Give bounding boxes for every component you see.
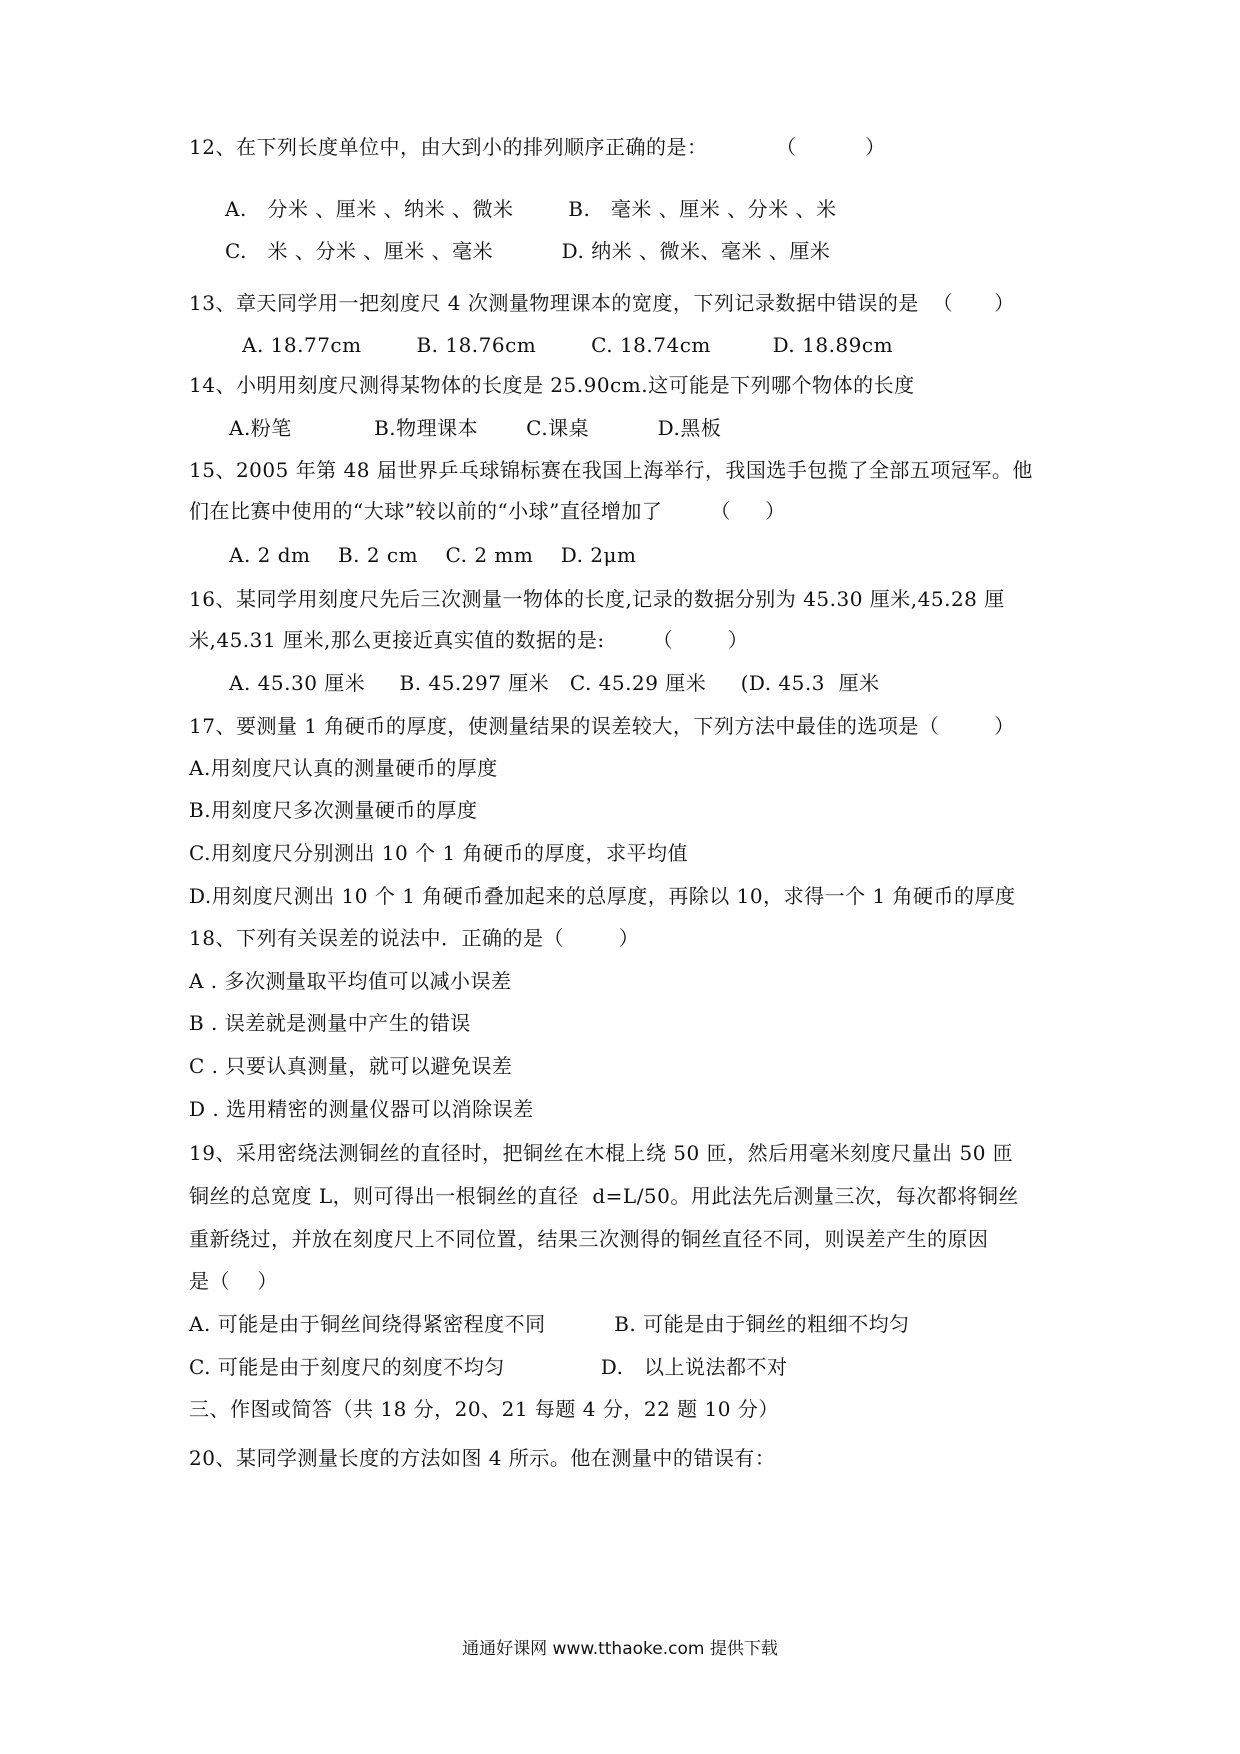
question-13-options: A. 18.77cm B. 18.76cm C. 18.74cm D. 18.89cm xyxy=(242,333,894,357)
question-18-stem: 18、下列有关误差的说法中．正确的是（ ） xyxy=(189,926,640,950)
question-17-option-c: C.用刻度尺分别测出 10 个 1 角硬币的厚度，求平均值 xyxy=(189,841,689,865)
question-15-options: A. 2 dm B. 2 cm C. 2 mm D. 2μm xyxy=(229,543,637,567)
page-footer: 通通好课网 www.tthaoke.com 提供下载 xyxy=(462,1639,778,1659)
question-15-stem-line-1: 15、2005 年第 48 届世界乒乓球锦标赛在我国上海举行，我国选手包揽了全部五项冠军。他 xyxy=(189,458,1033,482)
question-20-stem: 20、某同学测量长度的方法如图 4 所示。他在测量中的错误有： xyxy=(189,1446,776,1470)
question-18-option-d: D . 选用精密的测量仪器可以消除误差 xyxy=(189,1097,534,1121)
question-17-option-d: D.用刻度尺测出 10 个 1 角硬币叠加起来的总厚度，再除以 10，求得一个 1 角硬币的厚度 xyxy=(189,884,1016,908)
question-12-options-row-1: A. 分米 、厘米 、纳米 、微米 B. 毫米 、厘米 、分米 、米 xyxy=(225,197,837,221)
question-18-option-c: C . 只要认真测量，就可以避免误差 xyxy=(189,1054,513,1078)
question-16-stem-line-2: 米,45.31 厘米,那么更接近真实值的数据的是: （ ） xyxy=(189,628,749,652)
question-19-stem-line-4: 是（ ） xyxy=(189,1269,278,1293)
question-16-options: A. 45.30 厘米 B. 45.297 厘米 C. 45.29 厘米 (D. 45.3 厘米 xyxy=(229,671,880,695)
question-12-options-row-2: C. 米 、分米 、厘米 、毫米 D. 纳米 、微米、毫米 、厘米 xyxy=(225,239,831,263)
question-16-stem-line-1: 16、某同学用刻度尺先后三次测量一物体的长度,记录的数据分别为 45.30 厘米,45.28 厘 xyxy=(189,587,1005,611)
question-14-options: A.粉笔 B.物理课本 C.课桌 D.黑板 xyxy=(229,416,722,440)
question-19-stem-line-2: 铜丝的总宽度 L，则可得出一根铜丝的直径 d=L/50。用此法先后测量三次，每次都将铜丝 xyxy=(189,1184,1019,1208)
section-three-heading: 三、作图或简答（共 18 分，20、21 每题 4 分，22 题 10 分） xyxy=(189,1397,779,1421)
question-12-stem: 12、在下列长度单位中，由大到小的排列顺序正确的是： （ ） xyxy=(189,135,886,159)
question-19-options-row-1: A. 可能是由于铜丝间绕得紧密程度不同 B. 可能是由于铜丝的粗细不均匀 xyxy=(189,1312,910,1336)
question-15-stem-line-2: 们在比赛中使用的“大球”较以前的“小球”直径增加了 （ ） xyxy=(189,499,786,523)
question-19-stem-line-1: 19、采用密绕法测铜丝的直径时，把铜丝在木棍上绕 50 匝，然后用毫米刻度尺量出 50 匝 xyxy=(189,1141,1014,1165)
question-18-option-a: A . 多次测量取平均值可以减小误差 xyxy=(189,969,512,993)
question-14-stem: 14、小明用刻度尺测得某物体的长度是 25.90cm.这可能是下列哪个物体的长度 xyxy=(189,373,915,397)
question-17-option-b: B.用刻度尺多次测量硬币的厚度 xyxy=(189,798,478,822)
question-17-option-a: A.用刻度尺认真的测量硬币的厚度 xyxy=(189,756,498,780)
question-13-stem: 13、章天同学用一把刻度尺 4 次测量物理课本的宽度，下列记录数据中错误的是 （ ） xyxy=(189,291,1015,315)
question-17-stem: 17、要测量 1 角硬币的厚度，使测量结果的误差较大，下列方法中最佳的选项是（ ） xyxy=(189,714,1015,738)
question-19-stem-line-3: 重新绕过，并放在刻度尺上不同位置，结果三次测得的铜丝直径不同，则误差产生的原因 xyxy=(189,1227,989,1251)
question-19-options-row-2: C. 可能是由于刻度尺的刻度不均匀 D. 以上说法都不对 xyxy=(189,1355,788,1379)
question-18-option-b: B . 误差就是测量中产生的错误 xyxy=(189,1011,471,1035)
